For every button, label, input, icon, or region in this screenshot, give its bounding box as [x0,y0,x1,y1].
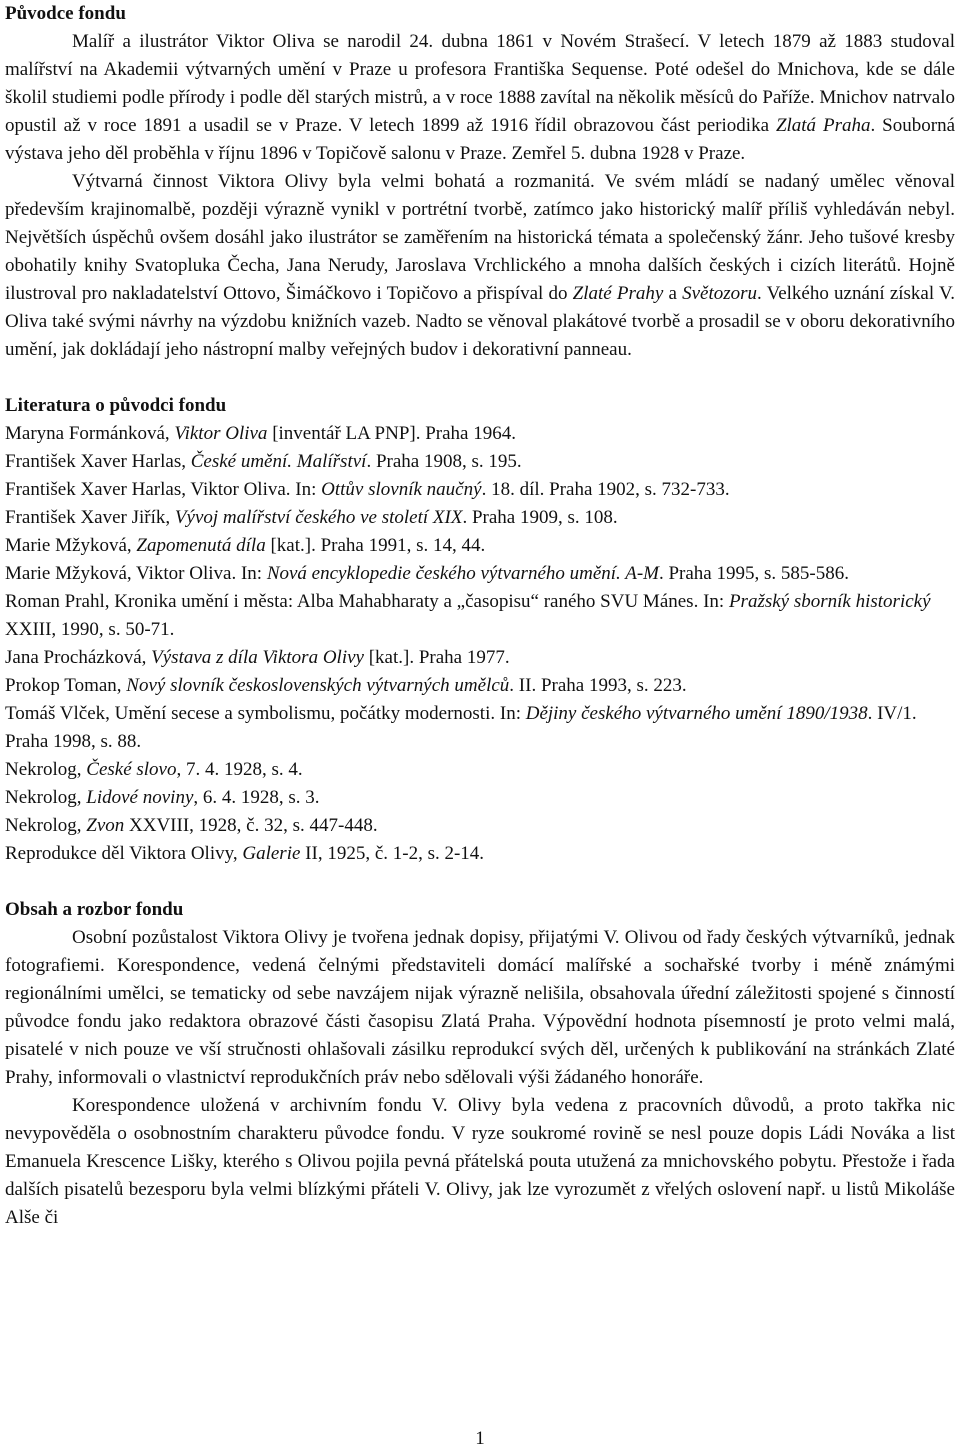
italic-title: Nový slovník československých výtvarných umělců [126,675,510,696]
bibliography-item: František Xaver Harlas, České umění. Malířství. Praha 1908, s. 195. [5,451,522,472]
bibliography-item: Prokop Toman, Nový slovník československých výtvarných umělců. II. Praha 1993, s. 223. [5,675,687,696]
section-spacer [5,868,955,896]
italic-title: Dějiny českého výtvarného umění 1890/1938 [525,703,868,724]
bibliography-item: František Xaver Jiřík, Vývoj malířství českého ve století XIX. Praha 1909, s. 108. [5,507,618,528]
section-heading-content: Obsah a rozbor fondu [5,899,184,920]
bibliography-list [5,420,955,868]
italic-title: České umění. Malířství [190,451,367,472]
italic-title: Lidové noviny [86,787,194,808]
italic-title: Pražský sborník historický [728,591,931,612]
bibliography-item: Nekrolog, Lidové noviny, 6. 4. 1928, s. 3. [5,787,320,808]
content-paragraph-2: Korespondence uložená v archivním fondu V. Olivy byla vedena z pracovních důvodů, a proto takřka nic nevypověděla o osobnostním charakteru původce fondu. V ryze soukromé rovině se nesl pouze dopis Ládi Nováka a list Emanuela Krescence Lišky, kterého s Olivou pojila pevná přátelská pouta utužená za mnichovského pobytu. Přestože i řada dalších pisatelů bezesporu byla velmi blízkými přáteli V. Olivy, jak lze vyrozumět z vřelých oslovení např. u listů Mikoláše Alše či [5,1095,955,1228]
page-number: 1 [475,1428,485,1449]
italic-title: Zlatá Praha [775,115,871,136]
bibliography-item: Maryna Formánková, Viktor Oliva [inventář LA PNP]. Praha 1964. [5,423,516,444]
bibliography-item: Jana Procházková, Výstava z díla Viktora Olivy [kat.]. Praha 1977. [5,647,510,668]
section-heading-founder: Původce fondu [5,3,126,24]
section-founder [5,0,955,364]
bibliography-item: Reprodukce děl Viktora Olivy, Galerie II, 1925, č. 1-2, s. 2-14. [5,843,485,864]
content-paragraph-1: Osobní pozůstalost Viktora Olivy je tvořena jednak dopisy, přijatými V. Olivou od řady českých výtvarníků, jednak fotografiemi. Korespondence, vedená čelnými představiteli domácí malířské a sochařské tvorby i méně známými regionálními umělci, se tematicky od sebe navzájem nijak výrazně nelišila, obsahovala úřední záležitosti spojené s činností původce fondu jako redaktora obrazové části časopisu Zlatá Praha. Výpovědní hodnota písemností je proto velmi malá, pisatelé v nich pouze ve vší stručnosti ohlašovali zásilku reprodukcí svých děl, určených k publikování na stránkách Zlaté Prahy, informovali o vlastnictví reprodukčních práv nebo sdělovali výši žádaného honoráře. [5,927,955,1088]
bibliography-item: Nekrolog, České slovo, 7. 4. 1928, s. 4. [5,759,303,780]
italic-title: České slovo [86,759,177,780]
italic-title: Zlaté Prahy [572,283,664,304]
italic-title: Vývoj malířství českého ve století XIX [174,507,463,528]
italic-title: Viktor Oliva [174,423,268,444]
section-content [5,896,955,1232]
bibliography-item: Marie Mžyková, Zapomenutá díla [kat.]. Praha 1991, s. 14, 44. [5,535,486,556]
founder-paragraph-1: Malíř a ilustrátor Viktor Oliva se narodil 24. dubna 1861 v Novém Strašecí. V letech 1879 až 1883 studoval malířství na Akademii výtvarných umění v Praze u profesora Františka Sequense. Poté odešel do Mnichova, kde se dále školil studiemi podle přírody i podle děl starých mistrů, a v roce 1888 zavítal na několik měsíců do Paříže. Mnichov natrvalo opustil až v roce 1891 a usadil se v Praze. V letech 1899 až 1916 řídil obrazovou část periodika Zlatá Praha. Souborná výstava jeho děl proběhla v říjnu 1896 v Topičově salonu v Praze. Zemřel 5. dubna 1928 v Praze. [5,31,956,164]
italic-title: Výstava z díla Viktora Olivy [151,647,364,668]
bibliography-item: František Xaver Harlas, Viktor Oliva. In: Ottův slovník naučný. 18. díl. Praha 1902, s. 732-733. [5,479,730,500]
document-page [5,0,955,1232]
section-heading-literature: Literatura o původci fondu [5,395,227,416]
section-literature [5,392,955,868]
section-spacer [5,364,955,392]
italic-title: Zvon [86,815,125,836]
founder-paragraph-2: Výtvarná činnost Viktora Olivy byla velmi bohatá a rozmanitá. Ve svém mládí se nadaný umělec věnoval především krajinomalbě, později výrazně vynikl v portrétní tvorbě, zatímco jako historický malíř příliš vyhledáván nebyl. Největších úspěchů ovšem dosáhl jako ilustrátor se zaměřením na historická témata a společenský žánr. Jeho tušové kresby obohatily knihy Svatopluka Čecha, Jana Nerudy, Jaroslava Vrchlického a mnoha dalších českých i cizích literátů. Hojně ilustroval pro nakladatelství Ottovo, Šimáčkovo i Topičovo a přispíval do Zlaté Prahy a Světozoru. Velkého uznání získal V. Oliva také svými návrhy na výzdobu knižních vazeb. Nadto se věnoval plakátové tvorbě a prosadil se v oboru dekorativního umění, jak dokládají jeho nástropní malby veřejných budov i dekorativní panneau. [5,171,955,360]
bibliography-item: Roman Prahl, Kronika umění i města: Alba Mahabharaty a „časopisu“ raného SVU Mánes. In: Pražský sborník historický XXIII, 1990, s. 50-71. [5,591,931,640]
bibliography-item: Nekrolog, Zvon XXVIII, 1928, č. 32, s. 447-448. [5,815,378,836]
italic-title: Galerie [242,843,301,864]
italic-title: Světozoru [682,283,758,304]
italic-title: Zapomenutá díla [136,535,266,556]
bibliography-item: Tomáš Vlček, Umění secese a symbolismu, počátky modernosti. In: Dějiny českého výtvarného umění 1890/1938. IV/1. Praha 1998, s. 88. [5,703,917,752]
italic-title: Nová encyklopedie českého výtvarného umění. A-M [266,563,659,584]
italic-title: Ottův slovník naučný [321,479,482,500]
bibliography-item: Marie Mžyková, Viktor Oliva. In: Nová encyklopedie českého výtvarného umění. A-M. Praha 1995, s. 585-586. [5,563,849,584]
